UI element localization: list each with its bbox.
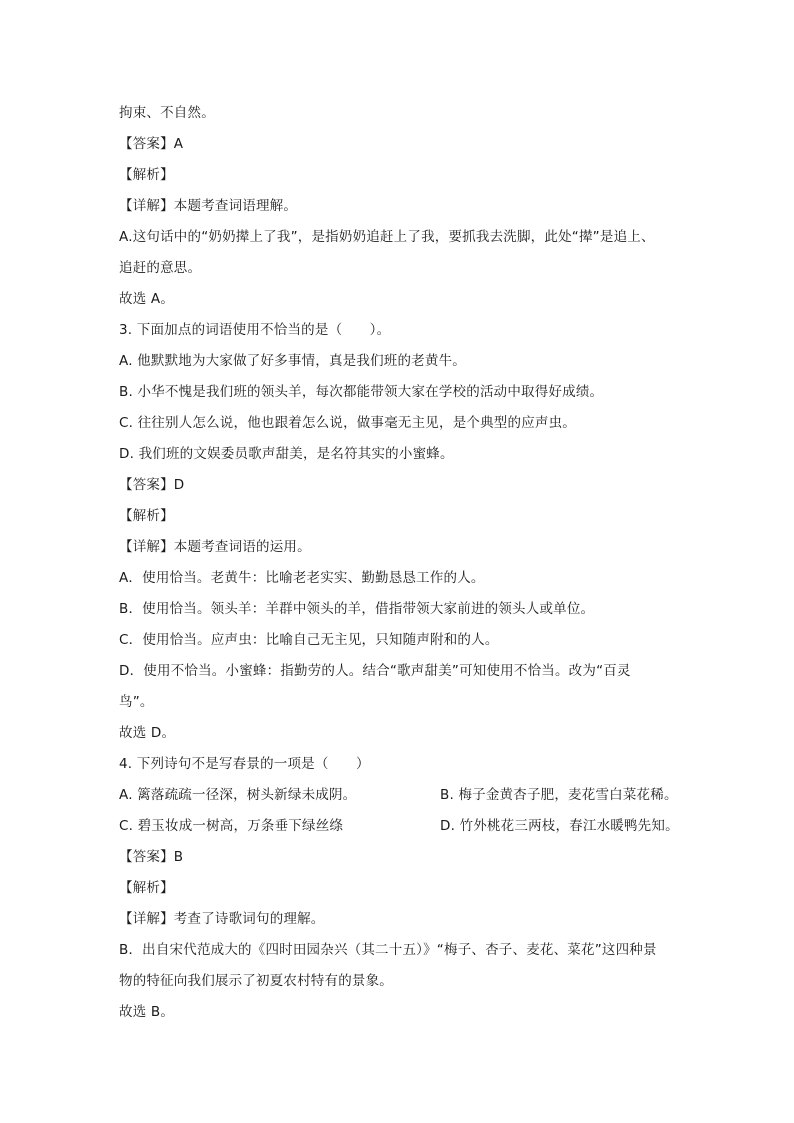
answer-label: 【答案】A bbox=[119, 136, 184, 152]
text-line: 物的特征向我们展示了初夏农村特有的景象。 bbox=[119, 973, 393, 989]
option-b: B. 梅子金黄杏子肥，麦花雪白菜花稀。 bbox=[440, 787, 678, 803]
text-line: 追赶的意思。 bbox=[119, 260, 202, 276]
answer-label: 【答案】D bbox=[119, 477, 185, 493]
option-d: D. 我们班的文娱委员歌声甜美，是名符其实的小蜜蜂。 bbox=[119, 446, 454, 462]
text-line: 拘束、不自然。 bbox=[119, 105, 215, 121]
conclusion-line: 故选 B。 bbox=[119, 1004, 175, 1020]
option-a: A. 篱落疏疏一径深，树头新绿未成阴。 bbox=[119, 787, 357, 803]
answer-label: 【答案】B bbox=[119, 849, 184, 865]
option-b: B. 小华不愧是我们班的领头羊，每次都能带领大家在学校的活动中取得好成绩。 bbox=[119, 384, 604, 400]
detail-line: 【详解】本题考查词语的运用。 bbox=[119, 539, 311, 555]
explanation-c: C．使用恰当。应声虫：比喻自己无主见，只知随声附和的人。 bbox=[119, 632, 499, 648]
analysis-label: 【解析】 bbox=[119, 508, 174, 524]
conclusion-line: 故选 A。 bbox=[119, 291, 175, 307]
option-c: C. 往往别人怎么说，他也跟着怎么说，做事毫无主见，是个典型的应声虫。 bbox=[119, 415, 577, 431]
analysis-label: 【解析】 bbox=[119, 880, 174, 896]
explanation-d: D．使用不恰当。小蜜蜂：指勤劳的人。结合“歌声甜美”可知使用不恰当。改为“百灵 bbox=[119, 663, 631, 679]
option-c: C. 碧玉妆成一树高，万条垂下绿丝绦 bbox=[119, 818, 344, 834]
option-d: D. 竹外桃花三两枝，春江水暖鸭先知。 bbox=[440, 818, 679, 834]
text-line: 鸟”。 bbox=[119, 694, 154, 710]
explanation-a: A．使用恰当。老黄牛：比喻老老实实、勤勤恳恳工作的人。 bbox=[119, 570, 485, 586]
text-line: A.这句话中的“奶奶撵上了我”，是指奶奶追赶上了我，要抓我去洗脚，此处“撵”是追上、 bbox=[119, 229, 655, 245]
question-4: 4. 下列诗句不是写春景的一项是（ ） bbox=[119, 756, 370, 772]
detail-line: 【详解】考查了诗歌词句的理解。 bbox=[119, 911, 325, 927]
explanation-b: B．出自宋代范成大的《四时田园杂兴（其二十五）》“梅子、杏子、麦花、菜花”这四种景 bbox=[119, 942, 657, 958]
question-3: 3. 下面加点的词语使用不恰当的是（ ）。 bbox=[119, 322, 391, 338]
analysis-label: 【解析】 bbox=[119, 167, 174, 183]
conclusion-line: 故选 D。 bbox=[119, 725, 176, 741]
detail-line: 【详解】本题考查词语理解。 bbox=[119, 198, 298, 214]
explanation-b: B．使用恰当。领头羊：羊群中领头的羊，借指带领大家前进的领头人或单位。 bbox=[119, 601, 595, 617]
option-a: A. 他默默地为大家做了好多事情，真是我们班的老黄牛。 bbox=[119, 353, 466, 369]
